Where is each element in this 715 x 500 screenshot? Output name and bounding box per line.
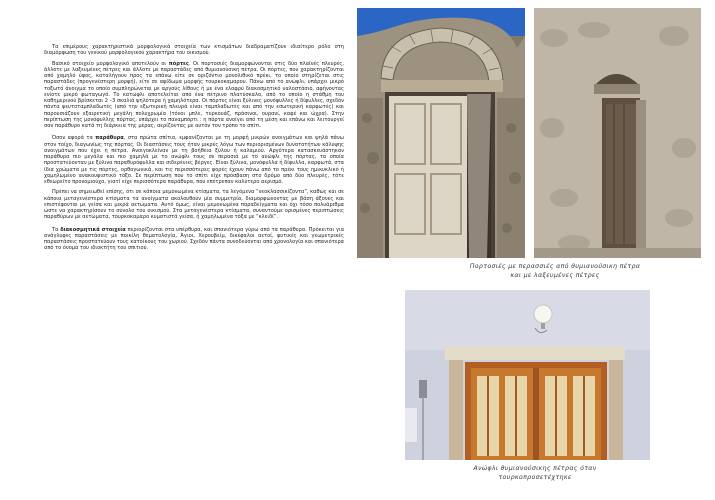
- caption-bottom-photo: Ανώφλι θυμιανούσικης πέτρας όταν τουρκοπροσετέχτηκε: [473, 465, 597, 481]
- stone-doorway-illustration: [534, 8, 701, 258]
- caption-top-photos: Πορτοσιές με περασσιές από θυμιανούσικη πέτρα και με λαξευμένες πέτρες: [469, 263, 641, 279]
- paragraph-doors: Βασικό στοιχείο μορφολογικό αποτελούν οι πόρτες. Οι πορτοσιές διαμορφώνονται στις δύο πλαϊνές πλευρές, άλλοτε με λαξευμένες πέτρες και άλλοτε με παραστάδες από θυμιανούσικη πέτρα. Οι πόρτες, που χαρακτηρίζονται από χαμηλό ύψος, καταλήγουν προς τα επάνω είτε σε οριζόντιο μονολιθικό πρέκι, το οποίο στηρίζεται στις παραστάδες (προγενέστερη μορφή), είτε σε αψίδωμα μορφής τουρκοκαμαρου. Πάνω από το ανώφλι, υπάρχει μικρό τοξωτό άνοιγμα το οποίο συμπληρώνεται με αργούς λίθους ή με ένα ελαφρύ διακοσμητικό υαλοστάσιο, αφήνοντας ενίοτε μικρό φωταγωγό. Το κατώφλι αποτελείται από ένα πέτρινο πλατύσκαλο, από το οποίο η στάθμη του καθημερινού βρίσκεται 2 –3 σκαλιά ψηλότερα ή χαμηλότερα. Οι πόρτες είναι ξύλινες μονόφυλλες ή δίφυλλες, σχεδόν πάντα ψευτοταμπλαδωτές (από την εξωτερική πλευρά είναι ταμπλαδωτές και από την εσωτερική καρφωτές) και παρουσιάζουν εξαιρετική μεγάλη πολυχρωμία (τόνοι μπλε, τυρκουάζ, πράσινοι, ουρανί, καφέ και ώχρα). Στην περίπτωση της μονόφυλλης πόρτας, υπάρχει το παναμπόρτι : η πόρτα ανοίγει από τη μέση και επάνω και λειτουργεί σαν παράθυρο κατά τη διάρκεια της μέρας, αερίζοντας με αυτόν τον τρόπο το σπίτι.: [44, 60, 345, 129]
- orange-door-illustration: [405, 290, 650, 460]
- paragraph-symmetry: Πρέπει να σημειωθεί επίσης, ότι σε κάποια μεμονωμένα κτίσματα, τα λεγόμενα “νεοκλασσικίζοντα”, καθώς και σε κάποια μεταγενέστερα κτίσματα τα ανοίγματα ακολουθούν μία συμμετρία, διαμορφώνοντας με βάση άξονες και επιστέφονται με γείσα και μικρά αετώματα. Αυτό όμως, είναι μεμονωμένα παραδείγματα και όχι τόσο πολυάριθμα ώστε να χαρακτηρίσουν το σύνολο του οικισμού. Στα μεταγενέστερα κτίσματα, συναντούμε ορισμένες περιπτώσεις παραθύρων με αετώματα, τουρκοκαμαρο κυματιστά γείσα, ή χαμηλωμένα τόξα με “κλειδί”.: [44, 189, 344, 221]
- photo-arched-door: [357, 8, 525, 258]
- term-doors: πόρτες: [168, 60, 189, 67]
- term-decoration: διακοσμητικά στοιχεία: [60, 226, 126, 233]
- paragraph-decoration: Τα διακοσμητικά στοιχεία περιορίζονται στα υπέρθυρα, και σπανιότερα γύρω από τα παράθυρα. Πρόκειται για ανάγλυφες παραστάσεις με ποικίλη θεματολογία, Άγιοι, Χερουβείμ, δικέφαλοι αετοί, φυτικές και γεωμετρικές παραστάσεις προστατεύουν τους κατοίκους του χωριού. Σχεδόν πάντα συνοδεύονται από χρονολογία και σπανιότερα από το όνομα του ιδιοκτήτη του σπιτιού.: [44, 226, 345, 252]
- body-text: [44, 44, 344, 256]
- arched-door-illustration: [357, 8, 525, 258]
- paragraph-windows: Όσον αφορά τα παράθυρα, στα πρώτα σπίτια, εμφανίζονται με τη μορφή μικρών ανοιγμάτων και ψηλά πάνω στον τοίχο, διαγωνίως της πόρτας. Οι διαστάσεις τους ήταν μικρές λόγω των περιορισμένων δυνατοτήτων κάλυψης ανοιγμάτων που έχει η πέτρα. Ανοιγοκλείναν με τη βοήθεια ξύλου ή καλαμιού. Αργότερα κατασκευάστηκαν παράθυρα πιο μεγάλα και πιο χαμηλά με το ανώφλι τους σε περασιά με το ανώφλι της πόρτας, τα οποία προστατεύονταν με ξύλινα παραθυρόφυλλα και σιδερένιες βέργες. Είναι ξύλινα, μονόφυλλα ή δίφυλλα, καρφωτά, στα ίδια χρώματα με τις πόρτες, ορθογωνικά, και τις περισσότερες φορές έχουν πάνω από το πρέκι τους ημικυκλικό ή χαμηλωμένο ανακουφιστικό τόξο. Σε περίπτωση που το σπίτι είχε πρόσβαση στο δρόμο από δύο πλευρές, τότε εθεωρείτο προνομιούχο, γιατί είχε περισσότερα παράθυρα, που επέτρεπαν καλύτερο αερισμό.: [44, 135, 344, 185]
- paragraph-intro: Τα επιμέρους χαρακτηριστικά μορφολογικά στοιχεία των κτισμάτων διαδραματίζουν ιδιαίτερο ρόλο στη διαμόρφωση του γενικού μορφολογικού χαρακτήρα του οικισμού.: [44, 44, 344, 57]
- photo-orange-door: [405, 290, 650, 460]
- term-windows: παράθυρα: [95, 135, 124, 142]
- photo-stone-doorway: [534, 8, 701, 258]
